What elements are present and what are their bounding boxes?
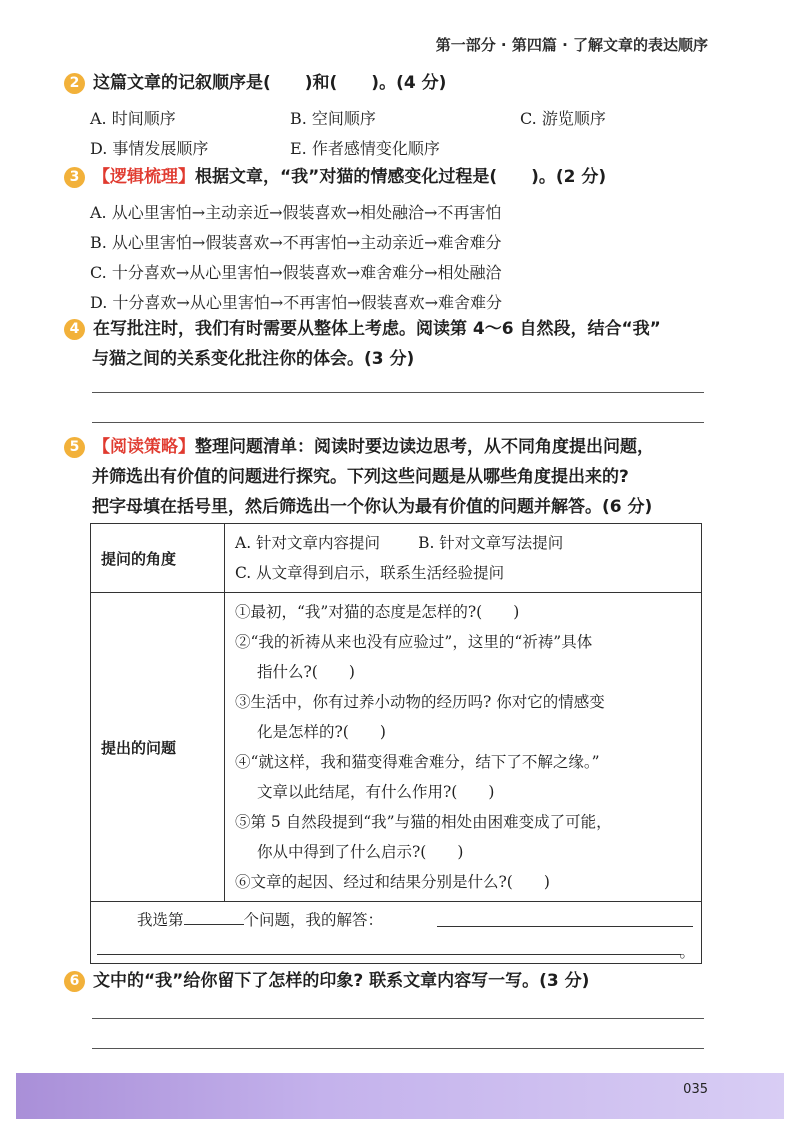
answer-line[interactable]	[92, 392, 704, 393]
question-6	[64, 966, 589, 997]
question-item-3: ③生活中，你有过养小动物的经历吗? 你对它的情感变	[235, 693, 605, 711]
answer-line[interactable]	[92, 422, 704, 423]
angle-a: A. 针对文章内容提问	[235, 534, 381, 552]
question-item-1: ①最初，“我”对猫的态度是怎样的?( )	[235, 603, 520, 621]
q2-option-c: C. 游览顺序	[520, 109, 606, 128]
answer-line[interactable]	[92, 1018, 704, 1019]
question-item-2: ②“我的祈祷从来也没有应验过”，这里的“祈祷”具体	[235, 633, 593, 651]
question-5-line1: 整理问题清单：阅读时要边读边思考，从不同角度提出问题，	[195, 437, 654, 457]
questions-cell	[225, 593, 702, 902]
question-number-blank[interactable]	[184, 910, 244, 925]
question-4-line1: 在写批注时，我们有时需要从整体上考虑。阅读第 4～6 自然段，结合“我”	[93, 319, 661, 339]
section-header: 第一部分 · 第四篇 · 了解文章的表达顺序	[435, 36, 708, 54]
answer-line[interactable]	[92, 1048, 704, 1049]
question-2-text: 这篇文章的记叙顺序是( )和( )。(4 分)	[93, 73, 447, 93]
logic-tag: 【逻辑梳理】	[93, 167, 195, 187]
page-number: 035	[683, 1082, 708, 1097]
question-table	[90, 523, 702, 964]
angle-label: 提问的角度	[91, 524, 225, 593]
question-3-text: 根据文章，“我”对猫的情感变化过程是( )。(2 分)	[195, 167, 607, 187]
q3-option-c: C. 十分喜欢→从心里害怕→假装喜欢→难舍难分→相处融洽	[90, 263, 502, 282]
question-4	[64, 314, 661, 345]
q2-option-e: E. 作者感情变化顺序	[290, 139, 440, 158]
question-5-line3: 把字母填在括号里，然后筛选出一个你认为最有价值的问题并解答。(6 分)	[92, 497, 653, 517]
q2-option-d: D. 事情发展顺序	[90, 139, 209, 158]
question-item-4-cont: 文章以此结尾，有什么作用?( )	[257, 783, 495, 801]
question-item-5-cont: 你从中得到了什么启示?( )	[257, 843, 464, 861]
strategy-tag: 【阅读策略】	[93, 437, 195, 457]
q2-option-b: B. 空间顺序	[290, 109, 376, 128]
answer-middle: 个问题，我的解答：	[243, 911, 384, 929]
angle-b: B. 针对文章写法提问	[418, 534, 564, 552]
question-5	[64, 432, 654, 463]
answer-line[interactable]	[437, 926, 693, 927]
question-2	[64, 68, 446, 99]
q2-option-a: A. 时间顺序	[90, 109, 176, 128]
question-4-line2: 与猫之间的关系变化批注你的体会。(3 分)	[92, 349, 415, 369]
question-item-3-cont: 化是怎样的?( )	[257, 723, 386, 741]
answer-cell[interactable]	[91, 902, 702, 964]
question-item-6: ⑥文章的起因、经过和结果分别是什么?( )	[235, 873, 550, 891]
question-number-badge: 2	[64, 73, 85, 94]
question-item-5: ⑤第 5 自然段提到“我”与猫的相处由困难变成了可能，	[235, 813, 612, 831]
questions-label: 提出的问题	[91, 593, 225, 902]
q3-option-a: A. 从心里害怕→主动亲近→假装喜欢→相处融洽→不再害怕	[90, 203, 502, 222]
q3-option-d: D. 十分喜欢→从心里害怕→不再害怕→假装喜欢→难舍难分	[90, 293, 503, 312]
answer-line[interactable]	[97, 954, 681, 955]
question-number-badge: 4	[64, 319, 85, 340]
question-item-2-cont: 指什么?( )	[257, 663, 355, 681]
answer-prefix: 我选第	[137, 911, 184, 929]
question-item-4: ④“就这样，我和猫变得难舍难分，结下了不解之缘。”	[235, 753, 600, 771]
q3-option-b: B. 从心里害怕→假装喜欢→不再害怕→主动亲近→难舍难分	[90, 233, 502, 252]
question-6-text: 文中的“我”给你留下了怎样的印象? 联系文章内容写一写。(3 分)	[93, 971, 590, 991]
angle-cell	[225, 524, 702, 593]
angle-c: C. 从文章得到启示，联系生活经验提问	[235, 564, 505, 582]
footer-band	[16, 1073, 784, 1119]
answer-period: 。	[679, 943, 695, 961]
question-5-line2: 并筛选出有价值的问题进行探究。下列这些问题是从哪些角度提出来的?	[92, 467, 629, 487]
question-number-badge: 5	[64, 437, 85, 458]
question-number-badge: 6	[64, 971, 85, 992]
question-3	[64, 162, 606, 193]
question-number-badge: 3	[64, 167, 85, 188]
